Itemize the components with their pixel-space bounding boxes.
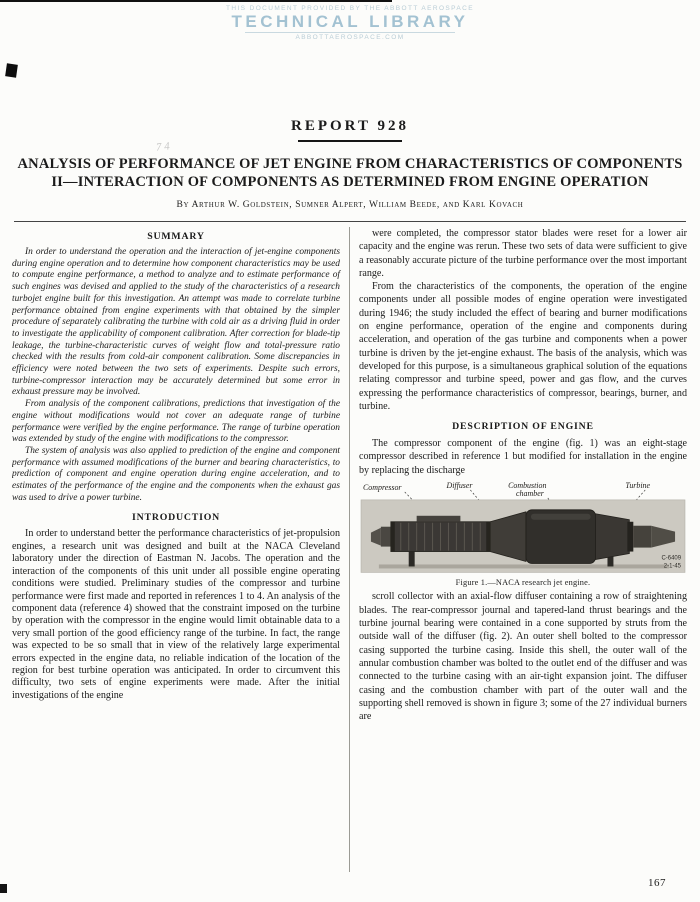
figure-label-turbine: Turbine xyxy=(625,481,651,491)
report-number-rule xyxy=(298,140,402,142)
summary-paragraph-1: In order to understand the operation and the interaction of jet-engine components during engine operation and to determine how component characteristics may be used to compute engine performance, a method to analyze and to estimate performance of such engines was devised and applied to the study of the characteristics of a research turbojet engine built for this investigation. An attempt was made to correlate turbine performance obtained from engine experiments with that obtained by the simpler procedure of separately calibrating the turbine with cold air as a driving fluid in order to investigate the applicability of component calibration. After correction for blade-tip leakage, the turbine-characteristic curves of weight flow and total-pressure ratio checked with the results from cold-air component calibration. Some discrepancies in efficiency were noted between the two sets of experiments. Despite such errors, turbine-compressor interaction may be accurately determined but some error in exhaust pressure may be involved. xyxy=(12,247,340,398)
scan-artifact-left-blob xyxy=(5,63,18,77)
left-column xyxy=(12,227,340,872)
introduction-heading: INTRODUCTION xyxy=(132,512,220,524)
scan-artifact-top-line xyxy=(0,0,392,2)
author-byline: By Arthur W. Goldstein, Sumner Alpert, William Beede, and Karl Kovach xyxy=(176,200,524,210)
engine-photo-illustration xyxy=(359,481,687,576)
report-number-heading: REPORT 928 xyxy=(291,118,409,134)
paper-title xyxy=(0,155,700,191)
column-divider xyxy=(349,227,350,872)
summary-paragraph-2: From analysis of the component calibrations, predictions that investigation of the engine without modifications would not cover an adequate range of turbine performance were verified by the engine performance. The range of turbine operation was extended by study of the engine with modifications to the compressor. xyxy=(12,399,340,445)
two-column-body xyxy=(12,222,688,872)
photo-id-line1: C-6409 xyxy=(661,555,682,562)
watermark-url: ABBOTTAEROSPACE.COM xyxy=(295,34,405,41)
right-column xyxy=(359,227,687,872)
figure-1-caption: Figure 1.—NACA research jet engine. xyxy=(455,578,591,588)
body-paragraph-2: From the characteristics of the components, the operation of the engine components under all possible modes of engine operation were investigated during 1946; the study included the effect of bearing and burner modifications on engine performance, operation of the engine and components during acceleration, and operation of the gas turbine and components when a power turbine is driven by the jet-engine exhaust. The basis of the analysis, which was developed for this purpose, is a simultaneous graphical solution of the equations relating compressor and turbine speed, power and gas flow, and the curves expressing the performance characteristics of compressor, bearings, burner, and turbine. xyxy=(359,281,687,412)
figure-1 xyxy=(359,481,687,587)
annotation-pencil-mark: 7 4 xyxy=(155,140,171,154)
summary-heading: SUMMARY xyxy=(147,231,205,242)
description-paragraph-2: scroll collector with an axial-flow diffuser containing a row of straightening blades. The rear-compressor journal and tapered-land thrust bearings and the turbine journal bearing were contained in a cone supported by struts from the outside wall of the diffuser (fig. 2). An outer shell bolted to the compressor casing supported the turbine casing. Inside this shell, the outer wall of the annular combustion chamber was bolted to the outlet end of the diffuser and was connected to the turbine casing with an air-tight expansion joint. The diffuser casing and the combustion chamber with part of the outer wall and the supporting shell removed is shown in figure 3; some of the 27 individual burners are xyxy=(359,591,687,723)
summary-paragraph-3: The system of analysis was also applied to prediction of the engine and component performance with assumed modifications of the burner and bearing characteristics, to prediction of component and engine operation during engine acceleration, and to estimates of the performance of the engine and the components when the exhaust gas was used to drive a power turbine. xyxy=(12,445,340,503)
paper-title-line-2: II—INTERACTION OF COMPONENTS AS DETERMINED FROM ENGINE OPERATION xyxy=(51,174,649,190)
watermark-rule xyxy=(245,32,455,33)
description-of-engine-heading: DESCRIPTION OF ENGINE xyxy=(452,421,594,433)
watermark-header xyxy=(190,5,510,41)
figure-label-combustion-line1: Combustion xyxy=(508,481,547,491)
body-paragraph-continuation: were completed, the compressor stator blades were reset for a lower air capacity and the engine was rerun. These two sets of data were sufficient to give a reasonably accurate picture of the turbine performance over the most important range. xyxy=(359,228,687,279)
figure-label-combustion-line2: chamber xyxy=(516,488,544,498)
figure-label-diffuser: Diffuser xyxy=(446,481,473,491)
figure-label-compressor: Compressor xyxy=(362,482,402,492)
paper-title-line-1: ANALYSIS OF PERFORMANCE OF JET ENGINE FROM CHARACTERISTICS OF COMPONENTS xyxy=(17,156,683,172)
description-paragraph-1: The compressor component of the engine (fig. 1) was an eight-stage compressor described in reference 1 but modified for installation in the engine by replacing the discharge xyxy=(359,438,687,476)
page-number: 167 xyxy=(648,877,666,889)
introduction-paragraph-1: In order to understand better the performance characteristics of jet-propulsion engines, a research unit was designed and built at the NACA Cleveland laboratory under the direction of Eastman N. Jacobs. The operation and the interaction of the components of this unit under all possible engine operating conditions were studied. Preliminary studies of the compressor and turbine performance were first made and reported in references 1 to 4. An analysis of the component data (reference 4) showed that the constraint imposed on the turbine by operation with the compressor in the engine would limit obtainable data to a very small portion of the good efficiency range of the turbine. In fact, the range was expected to be so small that in view of the relatively large experimental errors expected in the engine data, no reliable indication of the location of the region for best turbine operation was anticipated. In order to circumvent this difficulty, two sets of engine experiments were made. After the initial investigations of the engine xyxy=(12,528,340,701)
watermark-provider-line: THIS DOCUMENT PROVIDED BY THE ABBOTT AEROSPACE xyxy=(225,5,474,12)
watermark-library-title: TECHNICAL LIBRARY xyxy=(231,12,469,31)
scan-artifact-bottom-blob xyxy=(0,884,7,893)
photo-id-line2: 2-1-45 xyxy=(663,563,682,570)
